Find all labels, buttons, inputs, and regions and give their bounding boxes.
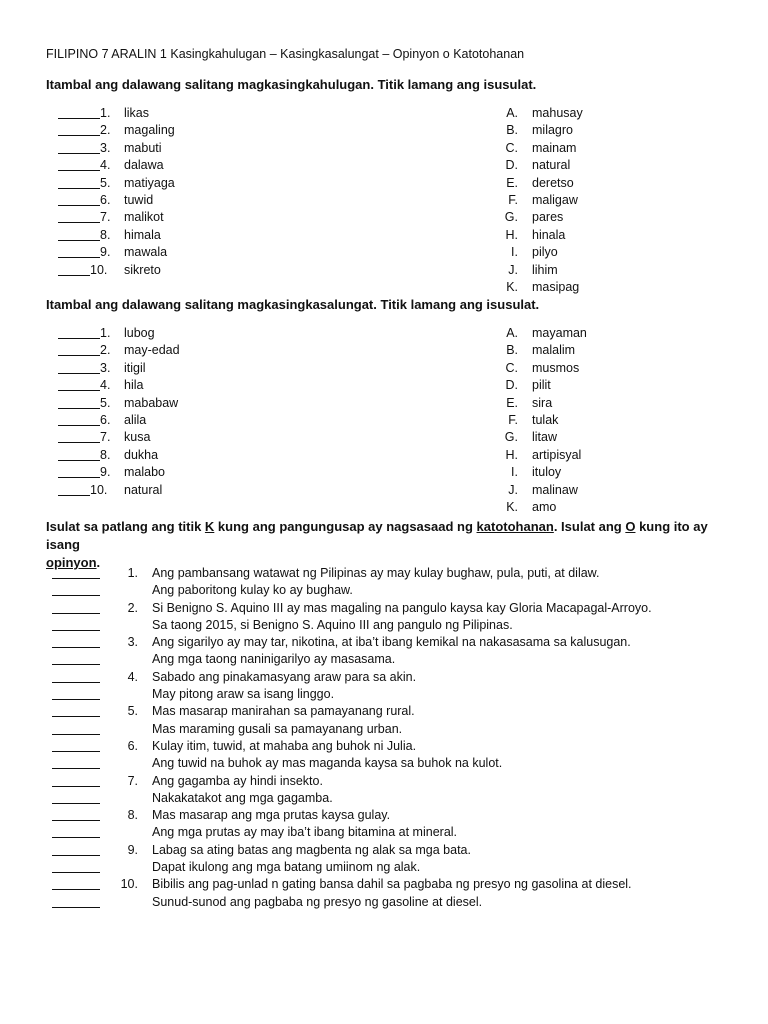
- item-word: malabo: [124, 465, 165, 480]
- choice-item: [500, 228, 720, 245]
- answer-blank[interactable]: [58, 343, 100, 359]
- choice-letter: F.: [508, 192, 518, 207]
- sentence-row: [52, 601, 742, 618]
- answer-blank[interactable]: [52, 808, 100, 824]
- part3-opinion-word: opinyon: [46, 555, 97, 570]
- choice-word: musmos: [532, 360, 580, 375]
- choice-word: maligaw: [532, 192, 578, 207]
- part2-choice-list: [500, 326, 720, 517]
- answer-blank[interactable]: [58, 483, 90, 499]
- item-word: sikreto: [124, 262, 161, 277]
- sentence-number: 8.: [127, 808, 138, 823]
- answer-blank[interactable]: [52, 583, 100, 599]
- choice-word: lihim: [532, 262, 558, 277]
- choice-word: pares: [532, 210, 564, 225]
- sentence-text: Nakakatakot ang mga gagamba.: [152, 790, 333, 805]
- choice-word: masipag: [532, 279, 580, 294]
- choice-item: [500, 483, 720, 500]
- sentence-text: Mas masarap manirahan sa pamayanang rural.: [152, 704, 415, 719]
- sentence-text: Dapat ikulong ang mga batang umiinom ng alak.: [152, 860, 421, 875]
- choice-word: malalim: [532, 343, 576, 358]
- choice-letter: J.: [508, 482, 518, 497]
- answer-blank[interactable]: [52, 670, 100, 686]
- answer-blank[interactable]: [58, 158, 100, 174]
- sentence-text: Mas masarap ang mga prutas kaysa gulay.: [152, 808, 391, 823]
- answer-blank[interactable]: [52, 601, 100, 617]
- answer-blank[interactable]: [58, 361, 100, 377]
- choice-letter: I.: [511, 465, 518, 480]
- sentence-number: 4.: [127, 669, 138, 684]
- choice-item: [500, 343, 720, 360]
- choice-letter: C.: [505, 360, 518, 375]
- item-word: natural: [124, 482, 163, 497]
- choice-item: [500, 396, 720, 413]
- choice-item: [500, 326, 720, 343]
- answer-blank[interactable]: [58, 396, 100, 412]
- match-item: [58, 106, 358, 123]
- choice-item: [500, 465, 720, 482]
- choice-item: [500, 141, 720, 158]
- answer-blank[interactable]: [58, 378, 100, 394]
- sentence-text: Ang tuwid na buhok ay mas maganda kaysa sa buhok na kulot.: [152, 756, 503, 771]
- match-item: [58, 210, 358, 227]
- answer-blank[interactable]: [58, 210, 100, 226]
- item-number: 9.: [100, 245, 111, 260]
- answer-blank[interactable]: [52, 618, 100, 634]
- answer-blank[interactable]: [52, 791, 100, 807]
- item-number: 7.: [100, 430, 111, 445]
- choice-letter: I.: [511, 245, 518, 260]
- sentence-number: 7.: [127, 773, 138, 788]
- match-item: [58, 343, 358, 360]
- item-number: 10.: [90, 262, 108, 277]
- item-number: 4.: [100, 158, 111, 173]
- item-number: 8.: [100, 447, 111, 462]
- item-word: dukha: [124, 447, 159, 462]
- choice-word: hinala: [532, 227, 566, 242]
- sentence-row: [52, 756, 742, 773]
- choice-word: pilit: [532, 378, 551, 393]
- sentence-text: Mas maraming gusali sa pamayanang urban.: [152, 721, 403, 736]
- part3-instruction-text: kung ang pangungusap ay nagsasaad ng: [214, 519, 477, 534]
- choice-item: [500, 176, 720, 193]
- choice-word: mayaman: [532, 326, 587, 340]
- sentence-row: [52, 843, 742, 860]
- match-item: [58, 123, 358, 140]
- answer-blank[interactable]: [58, 193, 100, 209]
- choice-word: sira: [532, 395, 553, 410]
- sentence-row: [52, 739, 742, 756]
- sentence-row: [52, 566, 742, 583]
- choice-item: [500, 413, 720, 430]
- item-word: mawala: [124, 245, 168, 260]
- choice-letter: F.: [508, 412, 518, 427]
- choice-word: artipisyal: [532, 447, 582, 462]
- item-number: 8.: [100, 227, 111, 242]
- sentence-row: [52, 722, 742, 739]
- match-item: [58, 176, 358, 193]
- part1-choice-list: [500, 106, 720, 297]
- answer-blank[interactable]: [52, 652, 100, 668]
- match-item: [58, 263, 358, 280]
- item-word: tuwid: [124, 192, 154, 207]
- sentence-number: 5.: [127, 704, 138, 719]
- choice-item: [500, 158, 720, 175]
- sentence-text: Kulay itim, tuwid, at mahaba ang buhok ni Julia.: [152, 738, 417, 753]
- match-item: [58, 326, 358, 343]
- sentence-row: [52, 704, 742, 721]
- choice-item: [500, 123, 720, 140]
- match-item: [58, 483, 358, 500]
- choice-word: litaw: [532, 430, 558, 445]
- item-number: 6.: [100, 192, 111, 207]
- choice-letter: G.: [504, 210, 518, 225]
- sentence-text: Labag sa ating batas ang magbenta ng alak sa mga bata.: [152, 842, 471, 857]
- answer-blank[interactable]: [58, 326, 100, 342]
- sentence-row: [52, 877, 742, 894]
- choice-word: pilyo: [532, 245, 558, 260]
- sentence-row: [52, 825, 742, 842]
- answer-blank[interactable]: [58, 448, 100, 464]
- choice-letter: G.: [504, 430, 518, 445]
- choice-word: mahusay: [532, 106, 583, 120]
- answer-blank[interactable]: [52, 877, 100, 893]
- item-word: itigil: [124, 360, 146, 375]
- choice-item: [500, 280, 720, 297]
- item-number: 1.: [100, 106, 111, 120]
- item-word: mababaw: [124, 395, 179, 410]
- choice-item: [500, 193, 720, 210]
- sentence-row: [52, 618, 742, 635]
- sentence-number: 3.: [127, 635, 138, 650]
- item-word: himala: [124, 227, 161, 242]
- answer-blank[interactable]: [52, 704, 100, 720]
- choice-item: [500, 448, 720, 465]
- choice-letter: E.: [506, 175, 518, 190]
- choice-letter: D.: [505, 378, 518, 393]
- choice-item: [500, 210, 720, 227]
- match-item: [58, 245, 358, 262]
- sentence-text: Si Benigno S. Aquino III ay mas magaling na pangulo kaysa kay Gloria Macapagal-Arroyo.: [152, 600, 652, 615]
- item-number: 4.: [100, 378, 111, 393]
- choice-word: amo: [532, 499, 557, 514]
- choice-letter: J.: [508, 262, 518, 277]
- answer-blank[interactable]: [58, 413, 100, 429]
- choice-item: [500, 263, 720, 280]
- answer-blank[interactable]: [58, 123, 100, 139]
- sentence-row: [52, 583, 742, 600]
- match-item: [58, 430, 358, 447]
- sentence-row: [52, 808, 742, 825]
- choice-letter: B.: [506, 343, 518, 358]
- part3-sentence-list: [52, 566, 742, 912]
- item-word: may-edad: [124, 343, 180, 358]
- match-item: [58, 193, 358, 210]
- item-number: 2.: [100, 343, 111, 358]
- sentence-text: Sa taong 2015, si Benigno S. Aquino III ang pangulo ng Pilipinas.: [152, 617, 513, 632]
- sentence-row: [52, 791, 742, 808]
- item-word: likas: [124, 106, 150, 120]
- item-word: alila: [124, 412, 147, 427]
- answer-blank[interactable]: [52, 825, 100, 841]
- part2-item-list: [58, 326, 358, 500]
- page-title: FILIPINO 7 ARALIN 1 Kasingkahulugan – Kasingkasalungat – Opinyon o Katotohanan: [46, 47, 525, 61]
- choice-word: ituloy: [532, 465, 562, 480]
- answer-blank[interactable]: [58, 228, 100, 244]
- choice-letter: C.: [505, 140, 518, 155]
- choice-word: natural: [532, 158, 571, 173]
- part3-instruction-text: . Isulat ang: [553, 519, 626, 534]
- sentence-text: Ang pambansang watawat ng Pilipinas ay may kulay bughaw, pula, puti, at dilaw.: [152, 566, 600, 580]
- answer-blank[interactable]: [58, 263, 90, 279]
- item-number: 10.: [90, 482, 108, 497]
- item-number: 3.: [100, 140, 111, 155]
- sentence-number: 10.: [120, 877, 138, 892]
- answer-blank[interactable]: [52, 722, 100, 738]
- choice-word: malinaw: [532, 482, 578, 497]
- part3-instruction-text: kung ito ay isang: [46, 519, 708, 552]
- choice-letter: D.: [505, 158, 518, 173]
- sentence-text: Bibilis ang pag-unlad n gating bansa dahil sa pagbaba ng presyo ng gasolina at diesel.: [152, 877, 632, 892]
- choice-item: [500, 106, 720, 123]
- sentence-row: [52, 670, 742, 687]
- item-word: hila: [124, 378, 144, 393]
- sentence-row: [52, 687, 742, 704]
- sentence-number: 9.: [127, 842, 138, 857]
- choice-letter: K.: [506, 499, 518, 514]
- choice-letter: A.: [506, 106, 518, 120]
- item-number: 6.: [100, 412, 111, 427]
- sentence-number: 1.: [127, 566, 138, 580]
- part2-instruction: Itambal ang dalawang salitang magkasingkasalungat. Titik lamang ang isusulat.: [46, 297, 540, 312]
- part3-instruction-text: Isulat sa patlang ang titik: [46, 519, 205, 534]
- sentence-text: Ang gagamba ay hindi insekto.: [152, 773, 323, 788]
- item-number: 7.: [100, 210, 111, 225]
- item-number: 5.: [100, 175, 111, 190]
- sentence-row: [52, 652, 742, 669]
- sentence-number: 6.: [127, 738, 138, 753]
- sentence-text: Sunud-sunod ang pagbaba ng presyo ng gasoline at diesel.: [152, 894, 483, 909]
- answer-blank[interactable]: [52, 843, 100, 859]
- part3-instruction: [46, 518, 736, 572]
- item-word: matiyaga: [124, 175, 175, 190]
- match-item: [58, 378, 358, 395]
- part3-instruction-text: .: [96, 555, 101, 570]
- answer-blank[interactable]: [58, 465, 100, 481]
- choice-item: [500, 500, 720, 517]
- sentence-text: Ang paboritong kulay ko ay bughaw.: [152, 583, 353, 598]
- answer-blank[interactable]: [52, 566, 100, 582]
- sentence-text: Ang sigarilyo ay may tar, nikotina, at iba’t ibang kemikal na nakasasama sa kalusugan.: [152, 635, 631, 650]
- part1-instruction: Itambal ang dalawang salitang magkasingkahulugan. Titik lamang ang isusulat.: [46, 77, 537, 92]
- choice-word: mainam: [532, 140, 577, 155]
- item-number: 3.: [100, 360, 111, 375]
- answer-blank[interactable]: [58, 141, 100, 157]
- match-item: [58, 361, 358, 378]
- answer-blank[interactable]: [52, 756, 100, 772]
- answer-blank[interactable]: [58, 106, 100, 122]
- item-word: magaling: [124, 123, 175, 138]
- answer-blank[interactable]: [58, 245, 100, 261]
- match-item: [58, 448, 358, 465]
- part1-item-list: [58, 106, 358, 280]
- choice-item: [500, 361, 720, 378]
- sentence-number: 2.: [127, 600, 138, 615]
- choice-word: deretso: [532, 175, 574, 190]
- choice-letter: H.: [505, 447, 518, 462]
- choice-word: milagro: [532, 123, 573, 138]
- item-word: lubog: [124, 326, 155, 340]
- match-item: [58, 228, 358, 245]
- sentence-text: May pitong araw sa isang linggo.: [152, 687, 335, 702]
- sentence-text: Ang mga taong naninigarilyo ay masasama.: [152, 652, 396, 667]
- choice-letter: E.: [506, 395, 518, 410]
- sentence-row: [52, 774, 742, 791]
- sentence-row: [52, 895, 742, 912]
- answer-blank[interactable]: [58, 176, 100, 192]
- item-number: 5.: [100, 395, 111, 410]
- sentence-row: [52, 635, 742, 652]
- answer-blank[interactable]: [52, 774, 100, 790]
- choice-letter: K.: [506, 279, 518, 294]
- choice-item: [500, 378, 720, 395]
- sentence-text: Ang mga prutas ay may iba’t ibang bitamina at mineral.: [152, 825, 458, 840]
- item-word: mabuti: [124, 140, 162, 155]
- answer-blank[interactable]: [52, 895, 100, 911]
- choice-item: [500, 245, 720, 262]
- match-item: [58, 465, 358, 482]
- item-number: 9.: [100, 465, 111, 480]
- sentence-row: [52, 860, 742, 877]
- item-number: 2.: [100, 123, 111, 138]
- answer-blank[interactable]: [52, 739, 100, 755]
- item-number: 1.: [100, 326, 111, 340]
- match-item: [58, 141, 358, 158]
- answer-blank[interactable]: [52, 687, 100, 703]
- item-word: malikot: [124, 210, 164, 225]
- match-item: [58, 413, 358, 430]
- choice-item: [500, 430, 720, 447]
- answer-blank[interactable]: [52, 635, 100, 651]
- match-item: [58, 396, 358, 413]
- choice-letter: A.: [506, 326, 518, 340]
- choice-letter: B.: [506, 123, 518, 138]
- sentence-text: Sabado ang pinakamasyang araw para sa akin.: [152, 669, 417, 684]
- choice-letter: H.: [505, 227, 518, 242]
- answer-blank[interactable]: [52, 860, 100, 876]
- part3-letter-k: K: [204, 519, 215, 534]
- answer-blank[interactable]: [58, 430, 100, 446]
- item-word: kusa: [124, 430, 151, 445]
- part3-letter-o: O: [625, 519, 636, 534]
- match-item: [58, 158, 358, 175]
- choice-word: tulak: [532, 412, 559, 427]
- item-word: dalawa: [124, 158, 164, 173]
- part3-fact-word: katotohanan: [476, 519, 554, 534]
